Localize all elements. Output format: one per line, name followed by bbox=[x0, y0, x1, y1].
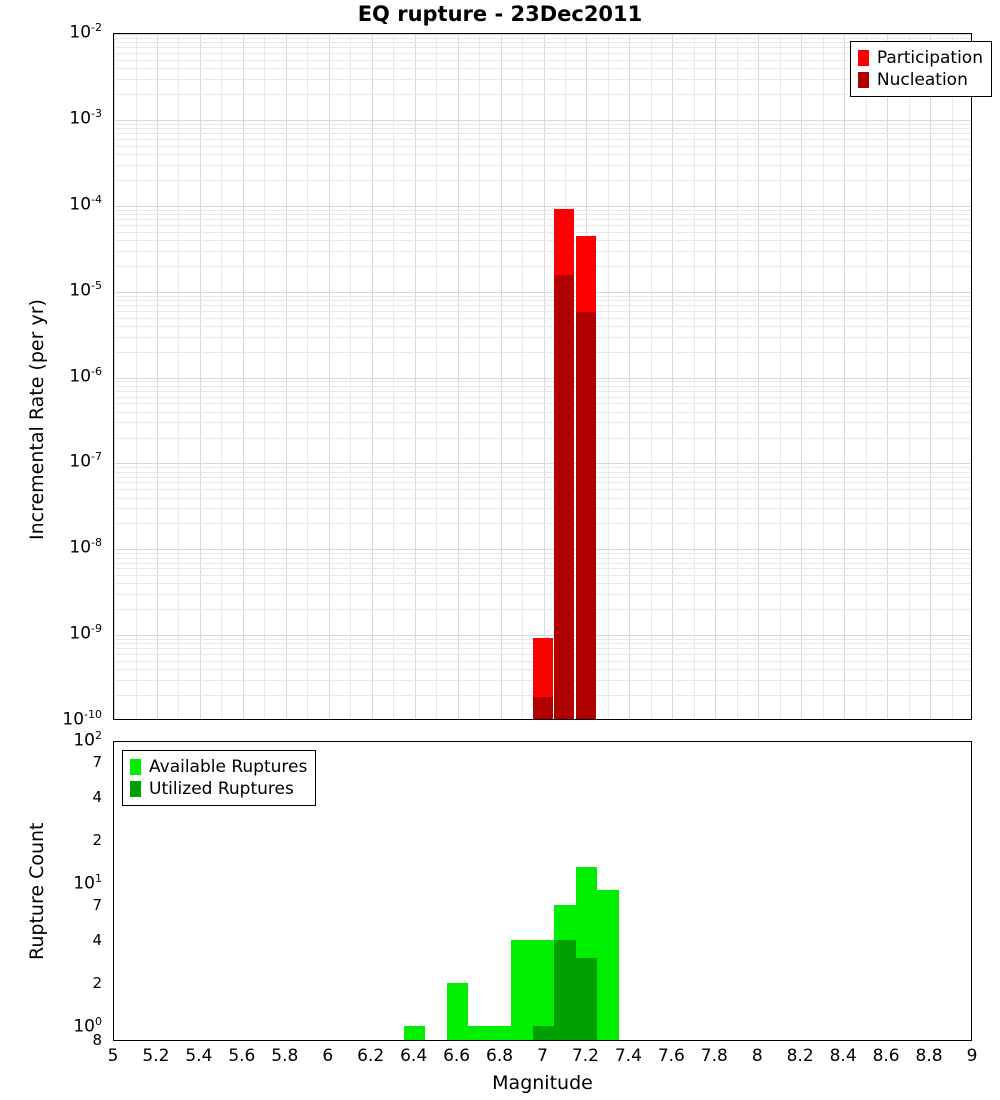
legend-item[interactable] bbox=[858, 69, 983, 91]
bar-nucleation bbox=[533, 697, 553, 719]
x-tick-label: 6 bbox=[322, 1046, 334, 1066]
y-tick-label: $10^{-5}$ bbox=[69, 278, 102, 301]
legend-item[interactable] bbox=[858, 47, 983, 69]
x-tick-label: 8 bbox=[751, 1046, 763, 1066]
legend-bottom bbox=[122, 750, 316, 806]
y-tick-label: 2 bbox=[92, 974, 102, 993]
x-tick-label: 8.8 bbox=[915, 1046, 943, 1066]
x-tick-label: 7.8 bbox=[700, 1046, 728, 1066]
legend-swatch-icon bbox=[858, 72, 869, 88]
y-tick-label: 2 bbox=[92, 831, 102, 849]
x-axis-title: Magnitude bbox=[492, 1072, 593, 1094]
legend-swatch-icon bbox=[858, 50, 869, 66]
bar-available-ruptures bbox=[490, 1026, 512, 1040]
legend-item[interactable] bbox=[130, 778, 307, 800]
bar-available-ruptures bbox=[511, 940, 533, 1040]
legend-label: Participation bbox=[876, 48, 983, 68]
x-tick-label: 6.8 bbox=[486, 1046, 514, 1066]
x-tick-label: 7.6 bbox=[657, 1046, 685, 1066]
x-tick-label: 7.2 bbox=[571, 1046, 599, 1066]
bar-available-ruptures bbox=[468, 1026, 490, 1040]
x-tick-label: 8.6 bbox=[872, 1046, 900, 1066]
legend-top bbox=[850, 41, 992, 97]
legend-swatch-icon bbox=[130, 781, 141, 797]
incremental-rate-plot bbox=[113, 33, 972, 720]
y-tick-label: $10^{-6}$ bbox=[69, 364, 102, 387]
x-tick-label: 5.4 bbox=[185, 1046, 213, 1066]
bar-available-ruptures bbox=[533, 940, 555, 1040]
x-tick-label: 7 bbox=[537, 1046, 548, 1066]
legend-label: Nucleation bbox=[876, 70, 968, 90]
y-tick-label: $10^{-9}$ bbox=[69, 622, 102, 644]
x-tick-label: 5.2 bbox=[142, 1046, 170, 1066]
y-tick-label: $10^{-7}$ bbox=[69, 450, 102, 473]
y-tick-label: $10^1$ bbox=[73, 872, 102, 894]
x-tick-label: 8.4 bbox=[829, 1046, 857, 1066]
y-tick-label: $10^{-4}$ bbox=[69, 192, 102, 215]
bar-available-ruptures bbox=[447, 983, 469, 1040]
y-tick-label: 4 bbox=[92, 787, 102, 806]
x-tick-label: 9 bbox=[966, 1046, 978, 1066]
y-tick-label: $10^{-3}$ bbox=[69, 106, 102, 129]
x-tick-label: 5.8 bbox=[271, 1046, 299, 1066]
x-tick-label: 6.6 bbox=[443, 1046, 471, 1066]
y-tick-label: 7 bbox=[92, 753, 102, 772]
bar-utilized-ruptures bbox=[554, 940, 576, 1040]
legend-label: Utilized Ruptures bbox=[149, 779, 294, 799]
y-tick-label: $10^{-10}$ bbox=[62, 708, 102, 730]
bar-nucleation bbox=[554, 275, 574, 720]
x-tick-label: 8.2 bbox=[786, 1046, 814, 1066]
bar-available-ruptures bbox=[597, 890, 619, 1040]
bar-nucleation bbox=[576, 312, 596, 719]
x-tick-label: 7.4 bbox=[614, 1046, 642, 1066]
x-tick-label: 5.6 bbox=[228, 1046, 256, 1066]
x-tick-label: 5 bbox=[107, 1046, 119, 1066]
page-title: EQ rupture - 23Dec2011 bbox=[357, 2, 643, 26]
x-tick-label: 6.2 bbox=[357, 1046, 385, 1066]
x-tick-label: 6.4 bbox=[400, 1046, 428, 1066]
y-tick-label: $10^2$ bbox=[73, 729, 102, 751]
y-tick-label: $10^0$ bbox=[73, 1015, 102, 1037]
y-tick-label: 8 bbox=[92, 1031, 102, 1049]
bar-utilized-ruptures bbox=[576, 958, 598, 1040]
y-tick-label: $10^{-8}$ bbox=[69, 536, 102, 558]
bar-available-ruptures bbox=[404, 1026, 426, 1040]
legend-swatch-icon bbox=[130, 759, 141, 775]
y-axis-title-bottom: Rupture Count bbox=[26, 822, 48, 960]
bar-utilized-ruptures bbox=[533, 1026, 555, 1040]
y-axis-title-top: Incremental Rate (per yr) bbox=[26, 299, 48, 540]
y-tick-label: 4 bbox=[92, 931, 102, 949]
legend-item[interactable] bbox=[130, 756, 307, 778]
y-tick-label: $10^{-2}$ bbox=[69, 21, 102, 43]
legend-label: Available Ruptures bbox=[149, 757, 308, 777]
y-tick-label: 7 bbox=[92, 896, 102, 915]
